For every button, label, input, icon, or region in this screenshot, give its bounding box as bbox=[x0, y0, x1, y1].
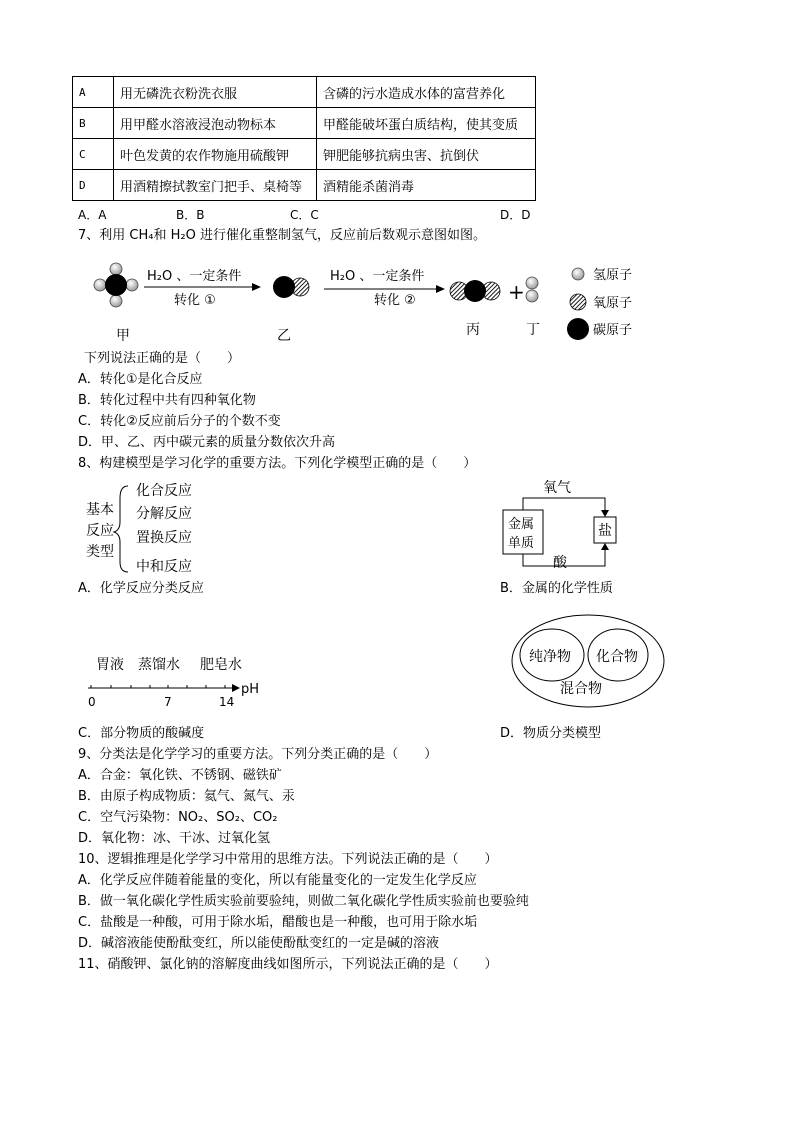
q8c-diagram bbox=[80, 650, 280, 710]
table-row bbox=[73, 108, 536, 139]
q10-option-c: C．盐酸是一种酸，可用于除水垢，醋酸也是一种酸，也可用于除水垢 bbox=[78, 915, 478, 930]
q8c-caption: C．部分物质的酸碱度 bbox=[78, 726, 205, 741]
q8d-outer-label: 混合物 bbox=[560, 681, 602, 697]
q8c-substance-1: 胃液 bbox=[96, 657, 124, 673]
option-b: B．B bbox=[176, 208, 205, 222]
row-reason: 酒精能杀菌消毒 bbox=[317, 170, 536, 201]
q8d-diagram bbox=[508, 610, 678, 710]
row-reason: 含磷的污水造成水体的富营养化 bbox=[317, 77, 536, 108]
q8d-inner2-label: 化合物 bbox=[596, 649, 638, 665]
q10-option-d: D．碱溶液能使酚酞变红，所以能使酚酞变红的一定是碱的溶液 bbox=[78, 936, 440, 951]
methane-molecule bbox=[94, 263, 138, 307]
q10-option-a: A．化学反应伴随着能量的变化，所以有能量变化的一定发生化学反应 bbox=[78, 873, 477, 888]
q8d-inner1-label: 纯净物 bbox=[529, 649, 571, 665]
row-letter: B bbox=[73, 108, 114, 139]
q8b-top-label: 氧气 bbox=[543, 480, 571, 496]
q8a-side-3: 类型 bbox=[86, 544, 114, 560]
arrow2-top-label: H₂O 、一定条件 bbox=[330, 269, 425, 284]
q8c-substance-2: 蒸馏水 bbox=[138, 657, 180, 673]
table-row bbox=[73, 77, 536, 108]
q8b-left-2: 单质 bbox=[508, 536, 535, 551]
q8a-side-2: 反应 bbox=[86, 523, 114, 539]
q7-stem: 7、利用 CH₄和 H₂O 进行催化重整制氢气，反应前后数观示意图如图。 bbox=[78, 228, 486, 243]
option-d: D．D bbox=[500, 208, 531, 222]
q7-option-c: C．转化②反应前后分子的个数不变 bbox=[78, 414, 281, 429]
hydrogen-atom-icon bbox=[572, 268, 584, 280]
legend bbox=[567, 268, 632, 340]
q8d-caption: D．物质分类模型 bbox=[500, 726, 602, 741]
q8b-top-arrowhead bbox=[601, 510, 609, 517]
row-reason: 钾肥能够抗病虫害、抗倒伏 bbox=[317, 139, 536, 170]
row-letter: A bbox=[73, 77, 114, 108]
label-bing: 丙 bbox=[466, 322, 480, 338]
legend-carbon: 碳原子 bbox=[593, 323, 633, 338]
label-jia: 甲 bbox=[116, 328, 130, 344]
q8b-left-1: 金属 bbox=[508, 517, 535, 532]
table-row bbox=[73, 170, 536, 201]
q8b-diagram bbox=[495, 474, 635, 578]
q11-stem: 11、硝酸钾、氯化钠的溶解度曲线如图所示，下列说法正确的是（ ） bbox=[78, 957, 498, 972]
q8a-item-4: 中和反应 bbox=[136, 559, 192, 575]
row-reason: 甲醛能破坏蛋白质结构，使其变质 bbox=[317, 108, 536, 139]
row-letter: C bbox=[73, 139, 114, 170]
row-action: 叶色发黄的农作物施用硫酸钾 bbox=[114, 139, 317, 170]
q9-option-d: D．氧化物：冰、干冰、过氧化氢 bbox=[78, 831, 271, 846]
q8a-caption: A．化学反应分类反应 bbox=[78, 581, 204, 596]
arrow2-bottom-label: 转化 ② bbox=[374, 293, 416, 308]
q8a-side-1: 基本 bbox=[86, 502, 114, 518]
carbon-atom-icon bbox=[567, 318, 589, 340]
q10-option-b: B．做一氧化碳化学性质实验前要验纯，则做二氧化碳化学性质实验前也要验纯 bbox=[78, 894, 529, 909]
q8b-right-label: 盐 bbox=[598, 523, 612, 539]
q8b-top-path bbox=[523, 498, 605, 511]
carbon-dioxide-molecule bbox=[450, 280, 500, 302]
plus-sign: + bbox=[508, 280, 525, 304]
row-letter: D bbox=[73, 170, 114, 201]
q9-option-c: C．空气污染物：NO₂、SO₂、CO₂ bbox=[78, 810, 278, 825]
q8-stem: 8、构建模型是学习化学的重要方法。下列化学模型正确的是（ ） bbox=[78, 456, 477, 471]
ph-tick-7: 7 bbox=[164, 695, 172, 709]
hydrogen-molecule bbox=[526, 277, 538, 302]
q6-table bbox=[72, 76, 536, 201]
table-row bbox=[73, 139, 536, 170]
q8a-item-3: 置换反应 bbox=[136, 530, 192, 546]
q7-question: 下列说法正确的是（ ） bbox=[84, 351, 241, 366]
oxygen-atom-icon bbox=[570, 294, 586, 310]
ph-axis-arrowhead bbox=[232, 684, 240, 692]
q8b-bottom-label: 酸 bbox=[553, 555, 567, 571]
legend-hydrogen: 氢原子 bbox=[593, 268, 633, 283]
legend-oxygen: 氧原子 bbox=[593, 296, 633, 311]
row-action: 用无磷洗衣粉洗衣服 bbox=[114, 77, 317, 108]
q8b-caption: B．金属的化学性质 bbox=[500, 581, 613, 596]
q7-option-d: D．甲、乙、丙中碳元素的质量分数依次升高 bbox=[78, 435, 336, 450]
q8a-item-2: 分解反应 bbox=[136, 506, 192, 522]
q10-stem: 10、逻辑推理是化学学习中常用的思维方法。下列说法正确的是（ ） bbox=[78, 852, 498, 867]
q9-option-a: A．合金：氧化铁、不锈钢、磁铁矿 bbox=[78, 768, 282, 783]
arrow1-bottom-label: 转化 ① bbox=[174, 293, 216, 308]
q8a-brace bbox=[114, 486, 128, 572]
ph-tick-14: 14 bbox=[219, 695, 235, 709]
q9-stem: 9、分类法是化学学习的重要方法。下列分类正确的是（ ） bbox=[78, 747, 438, 762]
ph-tick-0: 0 bbox=[88, 695, 96, 709]
option-c: C．C bbox=[290, 208, 319, 222]
label-yi: 乙 bbox=[277, 328, 291, 344]
q8a-diagram bbox=[80, 478, 220, 578]
q7-option-b: B．转化过程中共有四种氧化物 bbox=[78, 393, 256, 408]
q7-diagram bbox=[80, 256, 680, 346]
label-ding: 丁 bbox=[526, 322, 540, 338]
q8b-bottom-arrowhead bbox=[601, 543, 609, 550]
arrow1-head bbox=[252, 283, 261, 291]
q9-option-b: B．由原子构成物质：氦气、氮气、汞 bbox=[78, 789, 295, 804]
option-a: A．A bbox=[78, 208, 107, 222]
arrow2-head bbox=[436, 285, 445, 293]
carbon-monoxide-molecule bbox=[273, 276, 309, 298]
ph-axis-label: pH bbox=[241, 682, 260, 697]
q8a-item-1: 化合反应 bbox=[136, 483, 192, 499]
q8c-substance-3: 肥皂水 bbox=[200, 657, 242, 673]
arrow1-top-label: H₂O 、一定条件 bbox=[147, 269, 242, 284]
row-action: 用甲醛水溶液浸泡动物标本 bbox=[114, 108, 317, 139]
q7-option-a: A．转化①是化合反应 bbox=[78, 372, 203, 387]
row-action: 用酒精擦拭教室门把手、桌椅等 bbox=[114, 170, 317, 201]
